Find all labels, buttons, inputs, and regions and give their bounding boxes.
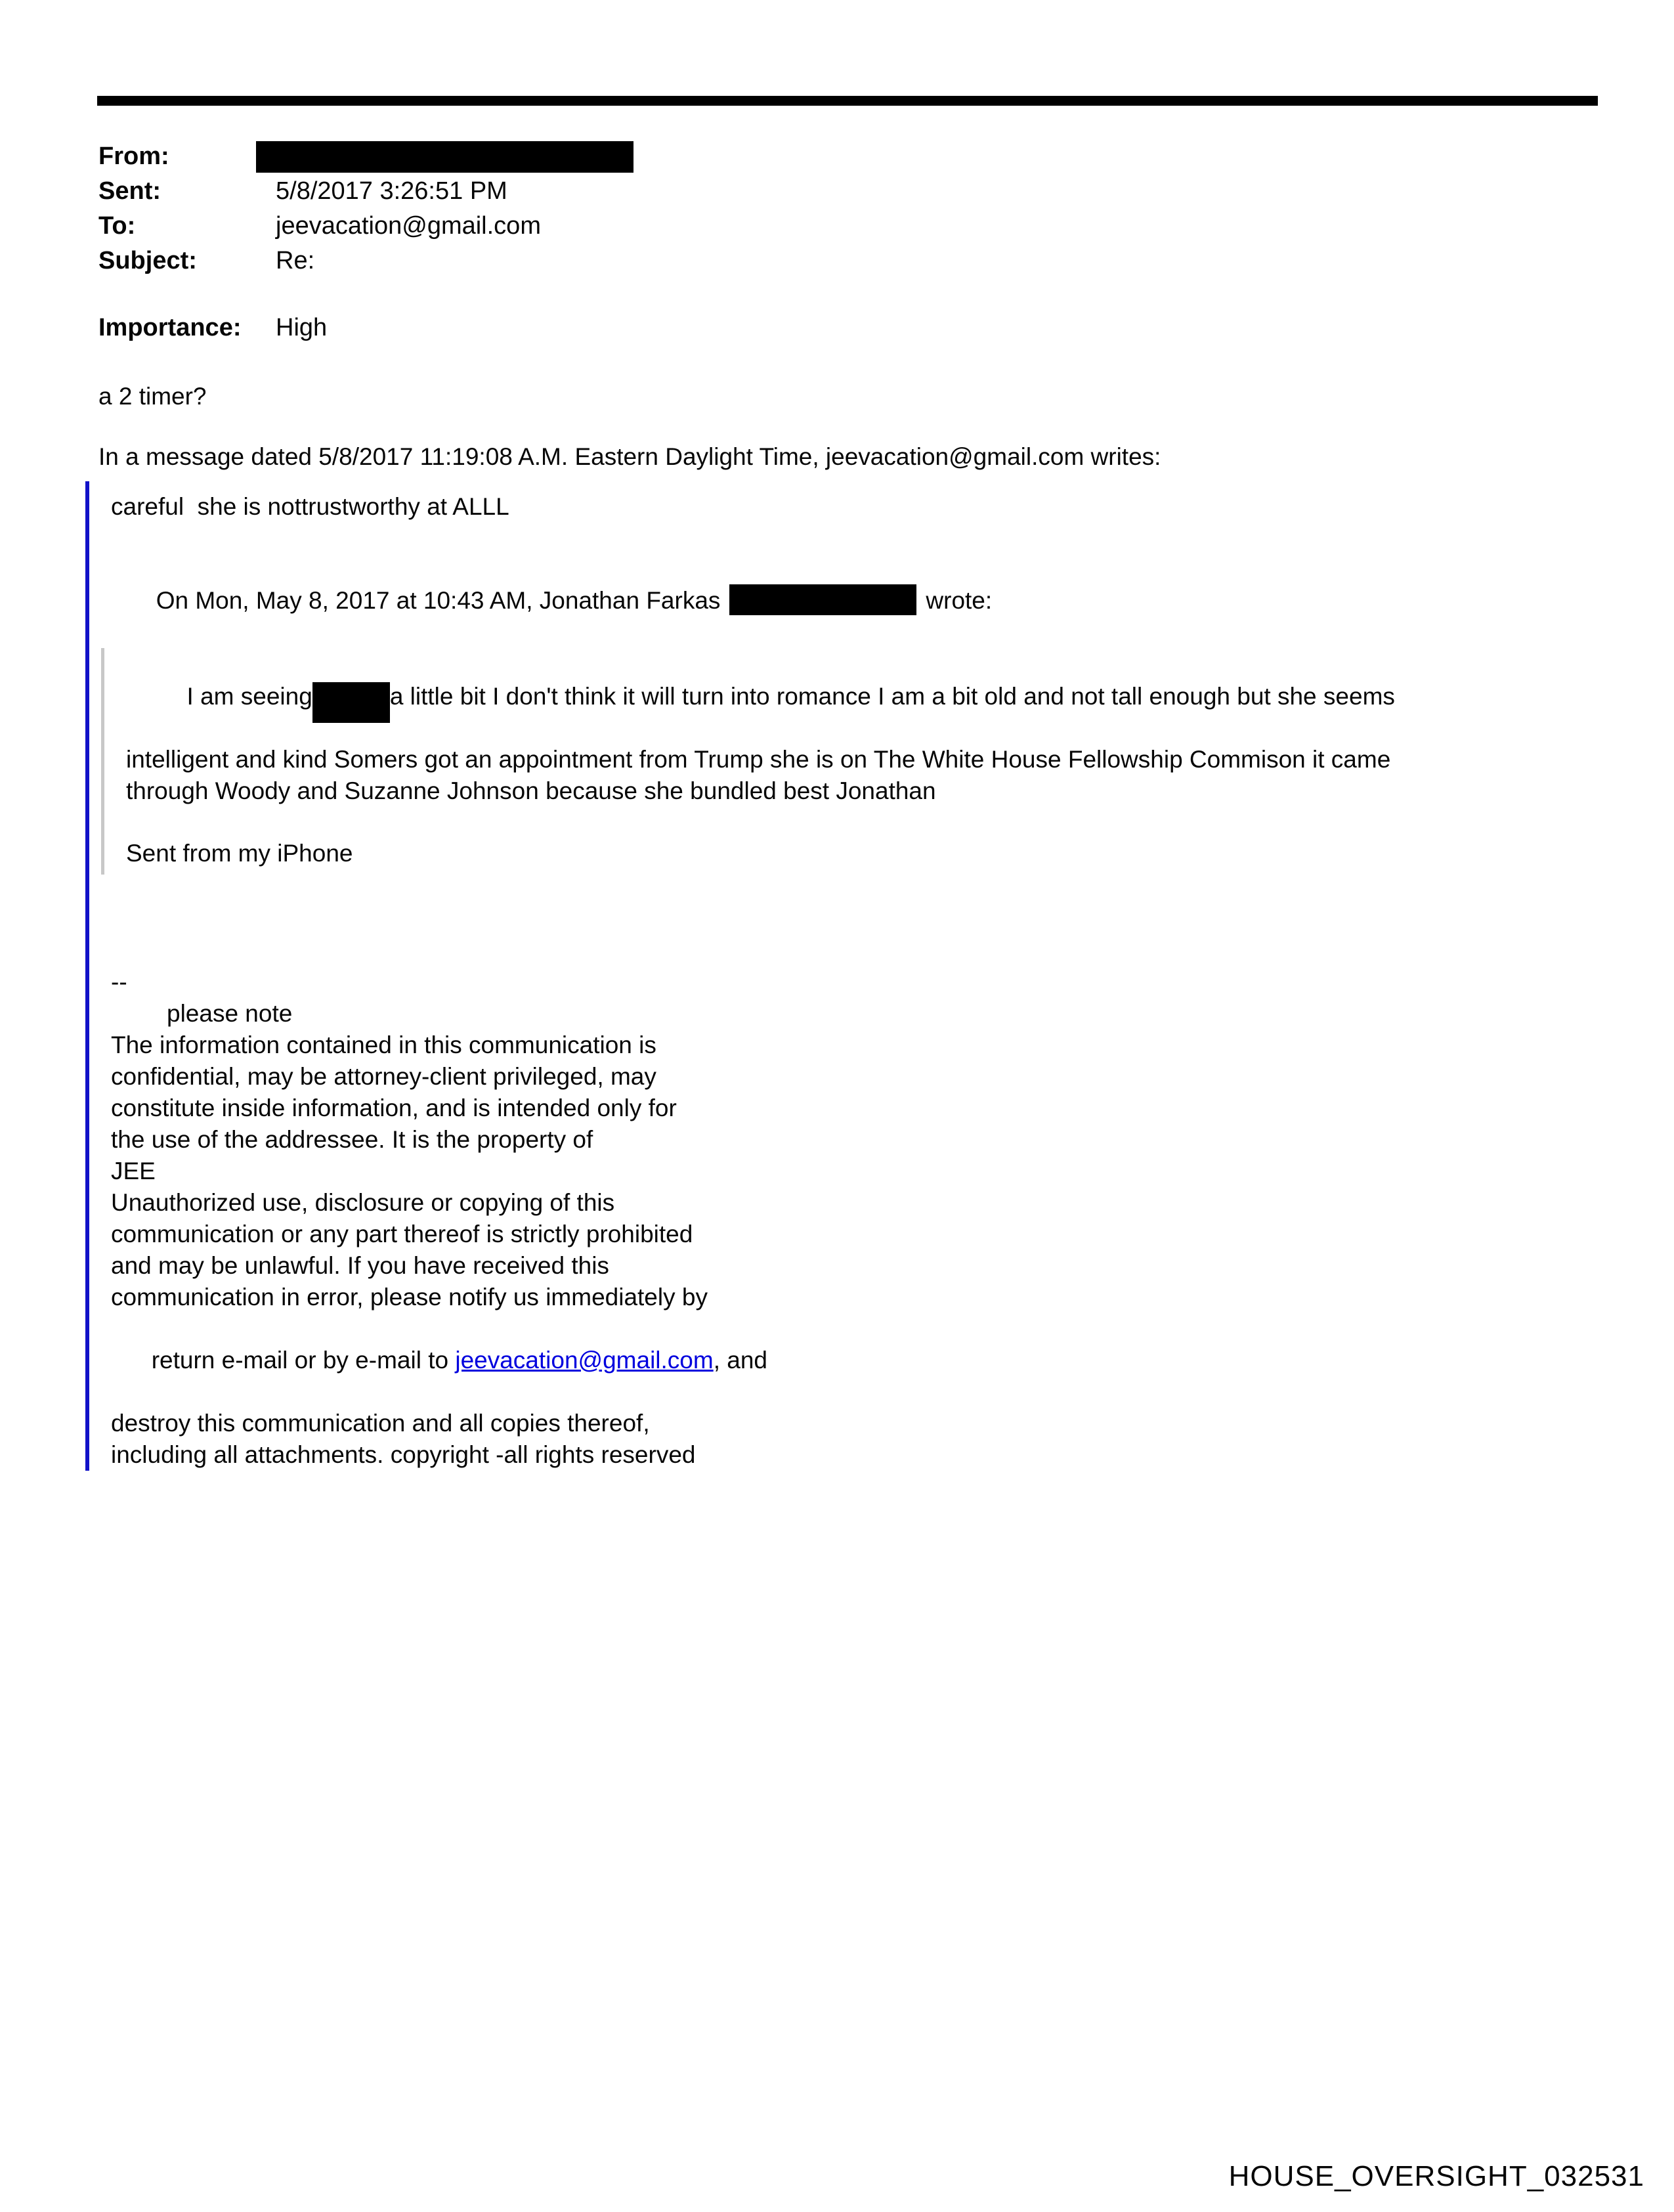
disclaimer-link-line [111,1313,1608,1408]
importance-label: Importance: [98,314,242,341]
subject-value: Re: [276,247,315,274]
importance-value: High [276,314,328,341]
disclaimer-line: constitute inside information, and is intended only for [111,1095,677,1121]
from-label: From: [98,142,169,170]
message-opening-line: a 2 timer? [98,383,207,410]
header-divider-rule [97,96,1598,106]
nested-quote-line-3: through Woody and Suzanne Johnson because she bundled best Jonathan [126,777,936,804]
quote-warning-line: careful she is nottrustworthy at ALLL [111,493,509,520]
to-value: jeevacation@gmail.com [276,212,541,240]
sent-value: 5/8/2017 3:26:51 PM [276,177,507,205]
subject-label: Subject: [98,247,197,274]
disclaimer-line: confidential, may be attorney-client privileged, may [111,1063,656,1090]
header-row-to [98,209,1018,244]
quoted-message-block [85,481,1608,1471]
jeevacation-email-link[interactable]: jeevacation@gmail.com [455,1347,714,1374]
disclaimer-line: communication in error, please notify us immediately by [111,1284,708,1311]
iphone-signature: Sent from my iPhone [126,840,353,867]
quoted-message-intro: In a message dated 5/8/2017 11:19:08 A.M. Eastern Daylight Time, jeevacation@gmail.com writes: [98,443,1161,470]
email-header [98,139,1018,345]
nested-quote-line-2: intelligent and kind Somers got an appointment from Trump she is on The White House Fellowship Commison it came [126,746,1391,773]
disclaimer-link-suffix: , and [713,1347,767,1374]
disclaimer-link-prefix: return e-mail or by e-mail to [151,1347,456,1374]
signature-separator: -- [111,968,127,995]
nested-quote-block [101,648,1608,875]
sender-email-redaction-bar [729,584,916,615]
to-label: To: [98,212,136,240]
header-row-sent [98,174,1018,209]
nested-line1-suffix: a little bit I don't think it will turn into romance I am a bit old and not tall enough but she seems [389,683,1395,710]
bates-stamp: HOUSE_OVERSIGHT_032531 [1228,2160,1644,2192]
name-redaction-bar [312,685,390,708]
header-row-from [98,139,1018,174]
header-row-importance [98,311,1018,345]
disclaimer-line: The information contained in this communication is [111,1031,656,1058]
reply-attribution-line [116,553,1608,648]
disclaimer-heading: please note [167,1000,293,1027]
disclaimer-line: destroy this communication and all copies thereof, [111,1410,650,1437]
disclaimer-line: communication or any part thereof is strictly prohibited [111,1221,693,1247]
disclaimer-line: JEE [111,1158,156,1184]
disclaimer-line: and may be unlawful. If you have received this [111,1252,609,1279]
from-redaction-bar [256,141,633,173]
sent-label: Sent: [98,177,161,205]
nested-line1-prefix: I am seeing [180,683,312,710]
header-row-subject [98,244,1018,278]
nested-quote-line-1 [126,649,1608,744]
disclaimer-line: the use of the addressee. It is the property of [111,1126,593,1153]
disclaimer-line: including all attachments. copyright -all rights reserved [111,1441,696,1468]
reply-attribution-prefix: On Mon, May 8, 2017 at 10:43 AM, Jonathan Farkas [156,587,721,614]
reply-attribution-suffix: wrote: [926,587,993,614]
disclaimer-line: Unauthorized use, disclosure or copying of this [111,1189,615,1216]
